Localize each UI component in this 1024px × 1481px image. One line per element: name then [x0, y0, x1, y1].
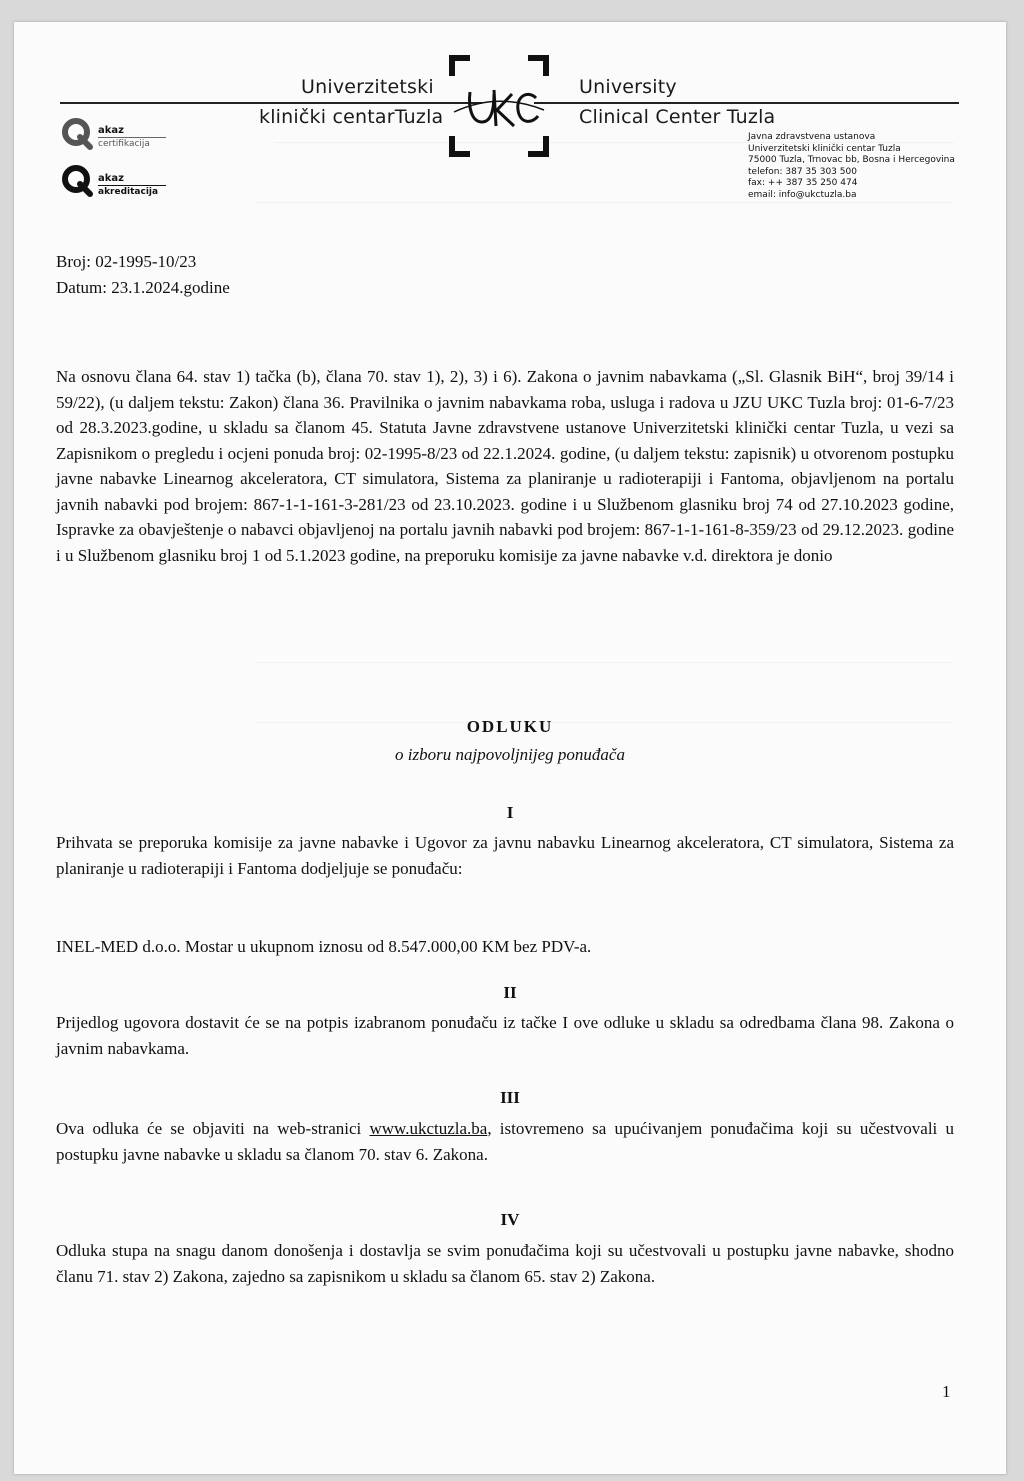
document-date: Datum: 23.1.2024.godine	[56, 278, 230, 297]
header-rule-left	[60, 102, 482, 104]
section-2-text: Prijedlog ugovora dostavit će se na potpis izabranom ponuđaču iz tačke I ove odluke u skladu sa odredbama člana 98. Zakona o javnim nabavkama.	[56, 1013, 954, 1058]
section-4-text: Odluka stupa na snagu danom donošenja i dostavlja se svim ponuđačima koji su učestvovali u postupku javne nabavke, shodno članu 71. stav 2) Zakona, zajedno sa zapisnikom u skladu sa članom 65. stav 2) Zakona.	[56, 1241, 954, 1286]
contact-line: telefon: 387 35 303 500	[748, 166, 857, 177]
section-2-number: II	[503, 983, 517, 1002]
section-1-number: I	[506, 803, 514, 822]
header-rule-right	[534, 102, 959, 104]
document-number: Broj: 02-1995-10/23	[56, 252, 197, 271]
contact-line: email: info@ukctuzla.ba	[748, 189, 857, 200]
section-3-text-after: , istovremeno sa upućivanjem ponuđačima koji su učestvovali u postupku javne nabavke u skladu sa članom 70. stav 6. Zakona.	[56, 1119, 954, 1164]
document-page	[14, 22, 1006, 1474]
akaz-certification-underline	[98, 137, 166, 138]
section-1-text: Prihvata se preporuka komisije za javne nabavke i Ugovor za javnu nabavku Linearnog akceleratora, CT simulatora, Sistema za planiranje u radioterapiji i Fantoma dodjeljuje se ponuđaču:	[56, 833, 954, 878]
akaz-accreditation-icon	[60, 163, 94, 197]
header-left-line1: Univerzitetski	[301, 76, 434, 98]
decision-subtitle: o izboru najpovoljnijeg ponuđača	[395, 745, 625, 764]
section-3-text-before: Ova odluka će se objaviti na web-stranici	[56, 1119, 370, 1138]
akaz-accreditation-brand: akaz	[98, 173, 124, 184]
section-1-award: INEL-MED d.o.o. Mostar u ukupnom iznosu od 8.547.000,00 KM bez PDV-a.	[56, 937, 592, 956]
contact-line: fax: ++ 387 35 250 474	[748, 178, 858, 188]
header-right-line2: Clinical Center Tuzla	[579, 106, 776, 128]
page-number: 1	[942, 1382, 951, 1401]
preamble-paragraph: Na osnovu člana 64. stav 1) tačka (b), člana 70. stav 1), 2), 3) i 6). Zakona o javnim nabavkama („Sl. Glasnik BiH“, broj 39/14 i 59/22), (u daljem tekstu: Zakon) člana 36. Pravilnika o javnim nabavkama roba, usluga i radova u JZU UKC Tuzla broj: 01-6-7/23 od 28.3.2023.godine, u skladu sa članom 45. Statuta Javne zdravstvene ustanove Univerzitetski klinički centar Tuzla, u vezi sa Zapisnikom o pregledu i ocjeni ponuda broj: 02-1995-8/23 od 22.1.2024. godine, (u daljem tekstu: zapisnik) u otvorenom postupku javne nabavke Linearnog akceleratora, CT simulatora, Sistema za planiranje u radioterapiji i Fantoma, objavljenom na portalu javnih nabavki pod brojem: 867-1-1-161-3-281/23 od 23.10.2023. godine i u Službenom glasniku broj 74 od 27.10.2023 godine, Ispravke za obavještenje o nabavci objavljenoj na portalu javnih nabavki pod brojem: 867-1-1-161-8-359/23 od 29.12.2023. godine i u Službenom glasniku broj 1 od 5.1.2023 godine, na preporuku komisije za javne nabavke v.d. direktora je donio	[56, 367, 954, 565]
ukc-logo-icon	[444, 50, 554, 162]
section-4-number: IV	[500, 1210, 520, 1229]
contact-line: Univerzitetski klinički centar Tuzla	[748, 143, 901, 154]
akaz-accreditation-underline	[98, 185, 166, 186]
header-right-line1: University	[579, 76, 677, 98]
section-3-text	[56, 1116, 954, 1167]
contact-line: Javna zdravstvena ustanova	[748, 132, 876, 142]
contact-block	[748, 132, 955, 201]
decision-title: ODLUKU	[466, 717, 554, 736]
contact-line: 75000 Tuzla, Trnovac bb, Bosna i Hercegovina	[748, 155, 955, 165]
website-link[interactable]: www.ukctuzla.ba	[369, 1119, 488, 1138]
header-left-line2: klinički centarTuzla	[259, 106, 444, 128]
akaz-accreditation-label: akreditacija	[98, 187, 159, 197]
section-3-number: III	[500, 1088, 520, 1107]
akaz-certification-icon	[60, 116, 94, 150]
akaz-certification-label: certifikacija	[98, 139, 150, 149]
akaz-certification-brand: akaz	[98, 125, 124, 136]
